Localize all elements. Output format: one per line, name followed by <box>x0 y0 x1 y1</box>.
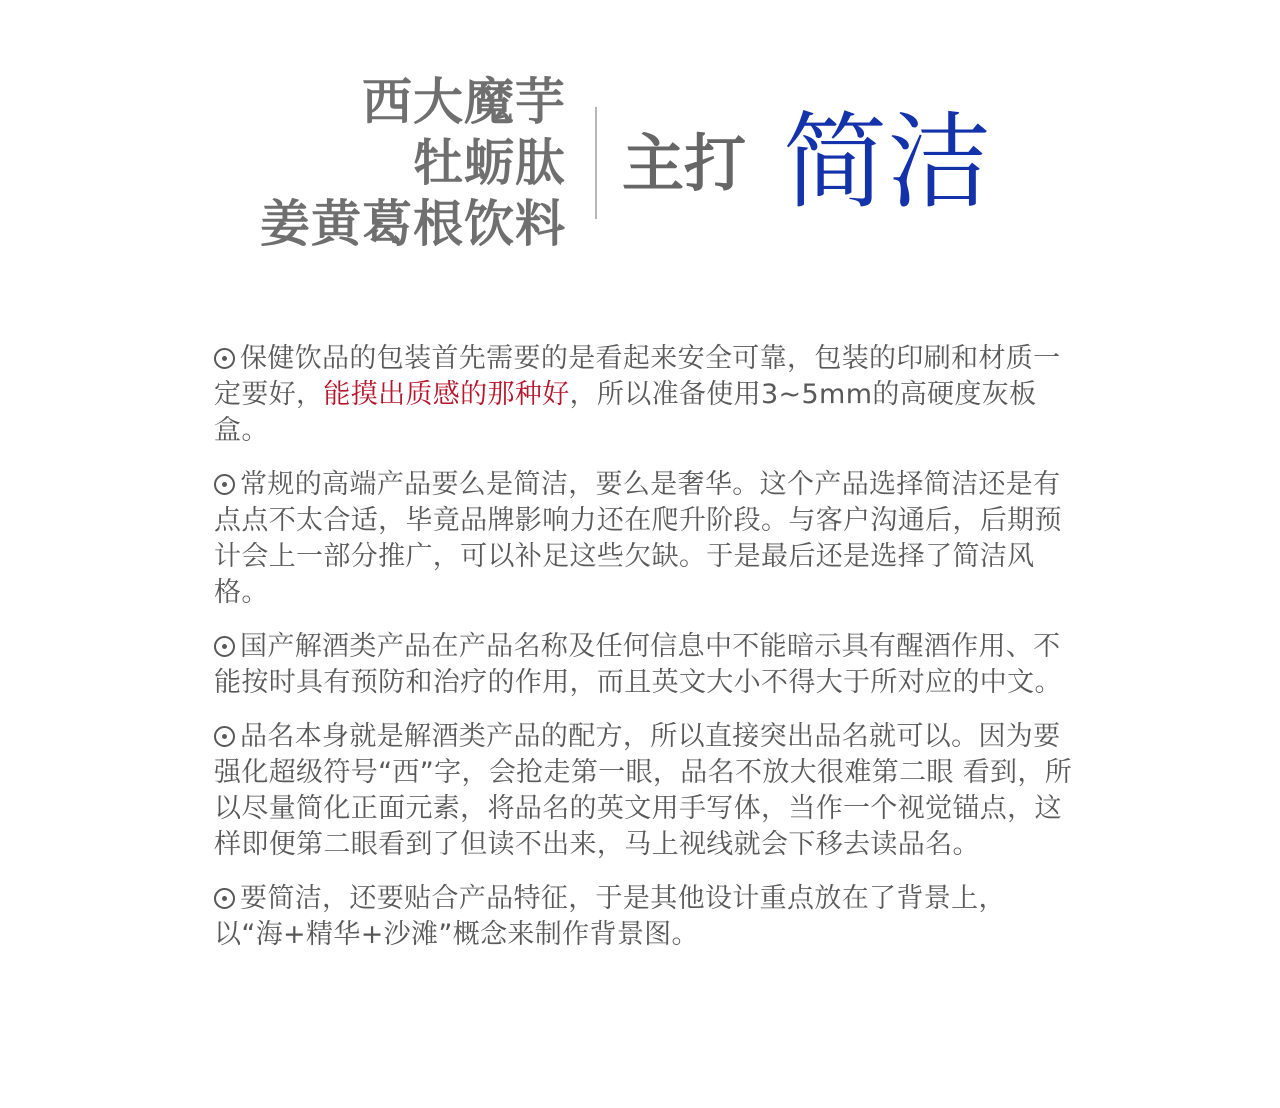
paragraph-product-name <box>214 719 1074 863</box>
circle-dot-icon <box>214 888 235 909</box>
circle-dot-icon <box>214 348 235 369</box>
product-line-2: 牡蛎肽 <box>413 134 566 192</box>
paragraph-packaging <box>214 341 1074 449</box>
product-name-block <box>260 72 566 255</box>
vertical-divider <box>595 107 597 219</box>
highlight-text: 能摸出质感的那种好 <box>323 379 570 410</box>
paragraph-text: 常规的高端产品要么是简洁，要么是奢华。这个产品选择简洁还是有点点不太合适，毕竟品牌影响力还在爬升阶段。与客户沟通后，后期预计会上一部分推广，可以补足这些欠缺。于是最后还是选择了简洁风格。 <box>214 469 1062 608</box>
paragraph-regulation <box>214 629 1074 701</box>
subtitle: 主打 <box>622 127 747 200</box>
circle-dot-icon <box>214 726 235 747</box>
circle-dot-icon <box>214 474 235 495</box>
paragraph-text: 要简洁，还要贴合产品特征，于是其他设计重点放在了背景上，以“海+精华+沙滩”概念来制作背景图。 <box>214 883 1006 950</box>
paragraph-text: 保健饮品的包装首先需要的是看起来安全可靠，包装的印刷和材质一定要好， <box>214 343 1061 410</box>
paragraph-text: 国产解酒类产品在产品名称及任何信息中不能暗示具有醒酒作用、不能按时具有预防和治疗的作用，而且英文大小不得大于所对应的中文。 <box>214 631 1062 698</box>
circle-dot-icon <box>214 636 235 657</box>
paragraph-text: 品名本身就是解酒类产品的配方，所以直接突出品名就可以。因为要强化超级符号“西”字，会抢走第一眼，品名不放大很难第二眼 看到，所以尽量简化正面元素，将品名的英文用手写体，当作一个视觉锚点，这样即便第二眼看到了但读不出来，马上视线就会下移去读品名。 <box>214 721 1073 860</box>
description-section <box>214 341 1074 971</box>
paragraph-text: ，所以准备使用3~5mm的高硬度灰板盒。 <box>214 379 1037 446</box>
paragraph-background <box>214 881 1074 953</box>
product-line-3: 姜黄葛根饮料 <box>260 195 566 253</box>
paragraph-style-choice <box>214 467 1074 611</box>
page-header <box>0 0 1280 300</box>
product-line-1: 西大魔芋 <box>362 73 566 131</box>
headline: 简洁 <box>783 101 992 223</box>
